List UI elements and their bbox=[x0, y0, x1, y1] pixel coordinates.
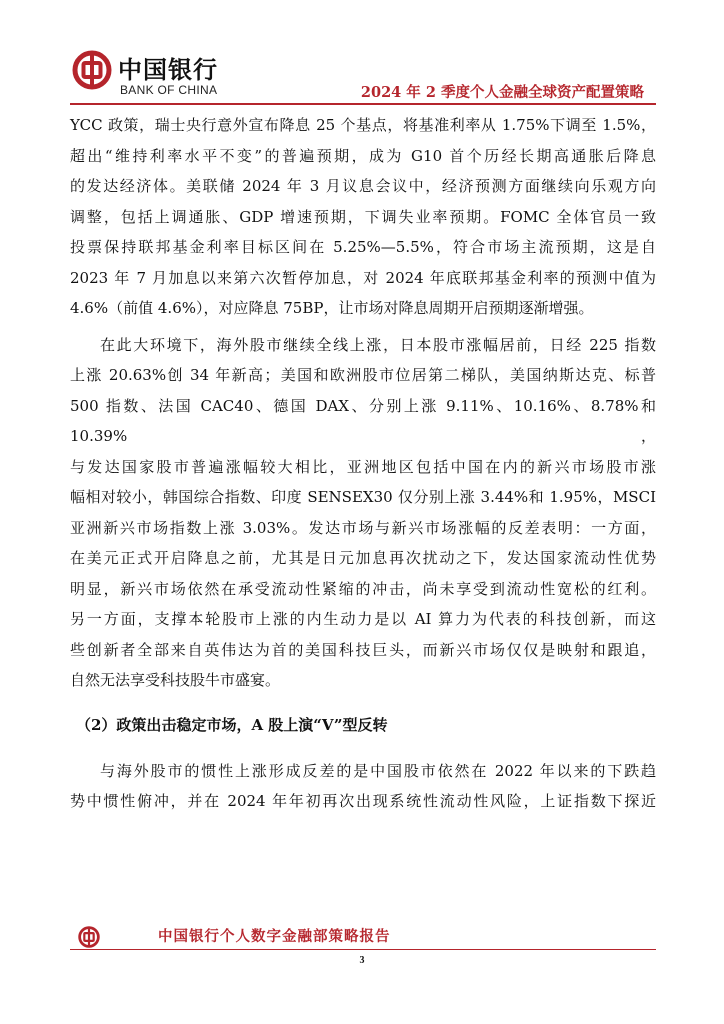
text-line: 自然无法享受科技股牛市盛宴。 bbox=[70, 671, 281, 689]
header-divider bbox=[70, 103, 656, 105]
text-line: 些创新者全部来自英伟达为首的美国科技巨头，而新兴市场仅仅是映射和跟追， bbox=[70, 640, 656, 659]
text-line: YCC 政策，瑞士央行意外宣布降息 25 个基点，将基准利率从 1.75%下调至 1.5%， bbox=[70, 116, 656, 134]
report-title: 2024 年 2 季度个人金融全球资产配置策略 bbox=[360, 84, 644, 101]
logo-english-text: BANK OF CHINA bbox=[120, 83, 218, 97]
text-line: 500 指数、法国 CAC40、德国 DAX、分别上涨 9.11%、10.16%、8.78%和 10.39%， bbox=[70, 396, 656, 445]
text-line: 超出“维持利率水平不变”的普遍预期，成为 G10 首个历经长期高通胀后降息 bbox=[70, 146, 656, 165]
page-number: 3 bbox=[359, 955, 365, 966]
logo-chinese-text: 中国银行 bbox=[118, 55, 218, 84]
section-heading: （2）政策出击稳定市场，A 股上演“V”型反转 bbox=[76, 715, 388, 734]
text-line: 在此大环境下，海外股市继续全线上涨，日本股市涨幅居前，日经 225 指数 bbox=[100, 335, 656, 354]
text-line: 2023 年 7 月加息以来第六次暂停加息，对 2024 年底联邦基金利率的预测中值为 bbox=[70, 268, 656, 287]
footer-divider bbox=[70, 949, 656, 950]
paragraph-overseas-markets bbox=[70, 330, 656, 696]
text-line: 4.6%（前值 4.6%），对应降息 75BP，让市场对降息周期开启预期逐渐增强。 bbox=[70, 299, 594, 317]
text-line: 与海外股市的惯性上涨形成反差的是中国股市依然在 2022 年以来的下跌趋 bbox=[100, 761, 656, 780]
paragraph-a-share bbox=[70, 756, 656, 817]
text-line: 的发达经济体。美联储 2024 年 3 月议息会议中，经济预测方面继续向乐观方向 bbox=[70, 177, 656, 195]
text-line: 势中惯性俯冲，并在 2024 年年初再次出现系统性流动性风险，上证指数下探近 bbox=[70, 792, 656, 810]
document-body bbox=[70, 110, 656, 817]
text-line: 投票保持联邦基金利率目标区间在 5.25%—5.5%，符合市场主流预期，这是自 bbox=[70, 238, 656, 256]
bank-of-china-logo-small-icon bbox=[78, 926, 100, 948]
paragraph-monetary-policy bbox=[70, 110, 656, 324]
text-line: 亚洲新兴市场指数上涨 3.03%。发达市场与新兴市场涨幅的反差表明：一方面， bbox=[70, 518, 656, 537]
text-line: 调整，包括上调通胀、GDP 增速预期，下调失业率预期。FOMC 全体官员一致 bbox=[70, 207, 656, 226]
text-line: 在美元正式开启降息之前，尤其是日元加息再次扰动之下，发达国家流动性优势 bbox=[70, 549, 656, 567]
text-line: 另一方面，支撑本轮股市上涨的内生动力是以 AI 算力为代表的科技创新，而这 bbox=[70, 610, 656, 628]
text-line: 与发达国家股市普遍涨幅较大相比，亚洲地区包括中国在内的新兴市场股市涨 bbox=[70, 457, 656, 476]
bank-of-china-logo-icon bbox=[72, 50, 112, 90]
text-line: 幅相对较小，韩国综合指数、印度 SENSEX30 仅分别上涨 3.44%和 1.95%，MSCI bbox=[70, 488, 656, 506]
footer-text: 中国银行个人数字金融部策略报告 bbox=[158, 928, 391, 945]
text-line: 明显，新兴市场依然在承受流动性紧缩的冲击，尚未享受到流动性宽松的红利。 bbox=[70, 579, 656, 598]
text-line: 上涨 20.63%创 34 年新高；美国和欧洲股市位居第二梯队，美国纳斯达克、标普 bbox=[70, 366, 656, 384]
page-header bbox=[0, 0, 724, 110]
